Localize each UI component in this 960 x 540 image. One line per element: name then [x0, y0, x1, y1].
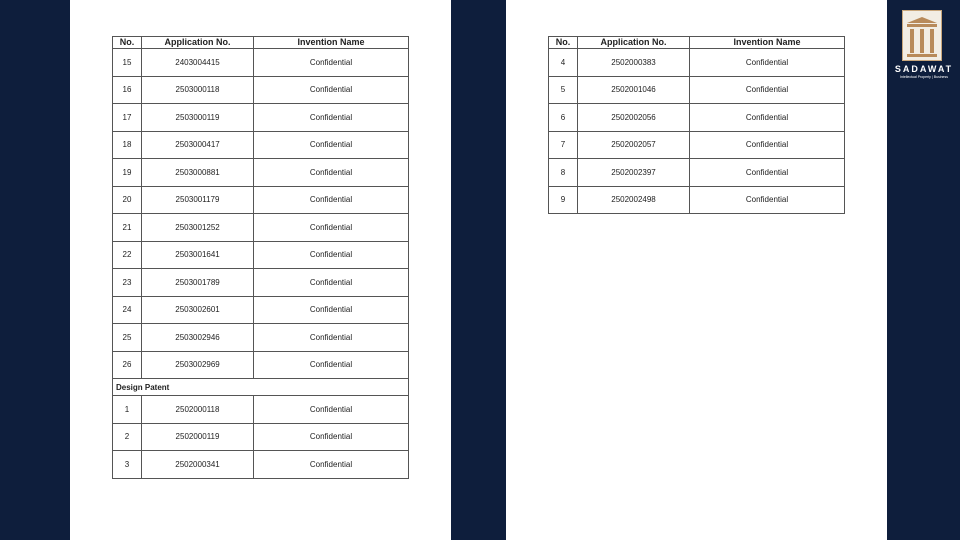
- cell-application-no: 2503001641: [142, 241, 254, 269]
- logo-tagline: Intellectual Property | Business: [900, 75, 948, 79]
- cell-application-no: 2502002057: [578, 131, 690, 159]
- cell-no: 26: [113, 351, 142, 379]
- cell-no: 24: [113, 296, 142, 324]
- table-row: [113, 214, 409, 242]
- table-row: [113, 296, 409, 324]
- table-row: [549, 131, 845, 159]
- cell-invention-name: Confidential: [254, 104, 409, 132]
- cell-invention-name: Confidential: [254, 76, 409, 104]
- cell-no: 19: [113, 159, 142, 187]
- patent-table-left: [112, 36, 409, 479]
- cell-application-no: 2502000119: [142, 423, 254, 451]
- table-row: [113, 396, 409, 424]
- cell-invention-name: Confidential: [690, 131, 845, 159]
- header-invention-name: Invention Name: [254, 37, 409, 49]
- cell-application-no: 2503000118: [142, 76, 254, 104]
- cell-no: 16: [113, 76, 142, 104]
- table-row: [549, 159, 845, 187]
- cell-invention-name: Confidential: [254, 269, 409, 297]
- header-application-no: Application No.: [578, 37, 690, 49]
- cell-no: 2: [113, 423, 142, 451]
- cell-no: 25: [113, 324, 142, 352]
- header-invention-name: Invention Name: [690, 37, 845, 49]
- cell-invention-name: Confidential: [254, 396, 409, 424]
- cell-no: 18: [113, 131, 142, 159]
- cell-application-no: 2503001252: [142, 214, 254, 242]
- header-no: No.: [113, 37, 142, 49]
- cell-no: 1: [113, 396, 142, 424]
- logo-name: SADAWAT: [894, 64, 954, 74]
- table-row: [113, 241, 409, 269]
- table-header-row: [113, 37, 409, 49]
- table-body-left: [113, 49, 409, 479]
- cell-invention-name: Confidential: [690, 76, 845, 104]
- table-header-row: [549, 37, 845, 49]
- section-row: [113, 379, 409, 396]
- table-row: [549, 76, 845, 104]
- cell-invention-name: Confidential: [254, 131, 409, 159]
- cell-invention-name: Confidential: [690, 159, 845, 187]
- table-row: [113, 76, 409, 104]
- document-page-left: [70, 0, 451, 540]
- sadawat-logo: [893, 8, 955, 83]
- cell-no: 22: [113, 241, 142, 269]
- table-row: [113, 324, 409, 352]
- table-row: [113, 186, 409, 214]
- cell-application-no: 2502002498: [578, 186, 690, 214]
- table-row: [113, 159, 409, 187]
- cell-no: 9: [549, 186, 578, 214]
- table-row: [549, 49, 845, 77]
- cell-application-no: 2503000881: [142, 159, 254, 187]
- cell-no: 20: [113, 186, 142, 214]
- cell-no: 17: [113, 104, 142, 132]
- cell-application-no: 2503002601: [142, 296, 254, 324]
- cell-invention-name: Confidential: [254, 351, 409, 379]
- cell-no: 15: [113, 49, 142, 77]
- cell-invention-name: Confidential: [254, 214, 409, 242]
- table-row: [113, 49, 409, 77]
- table-row: [113, 104, 409, 132]
- header-application-no: Application No.: [142, 37, 254, 49]
- table-row: [113, 131, 409, 159]
- table-body-right: [549, 49, 845, 214]
- table-row: [113, 269, 409, 297]
- cell-invention-name: Confidential: [254, 241, 409, 269]
- cell-application-no: 2503000119: [142, 104, 254, 132]
- cell-invention-name: Confidential: [254, 451, 409, 479]
- cell-application-no: 2503002969: [142, 351, 254, 379]
- cell-application-no: 2502000383: [578, 49, 690, 77]
- patent-table-right: [548, 36, 845, 214]
- cell-application-no: 2502002397: [578, 159, 690, 187]
- cell-application-no: 2403004415: [142, 49, 254, 77]
- cell-no: 4: [549, 49, 578, 77]
- pillar-building-icon: [902, 10, 942, 61]
- cell-no: 21: [113, 214, 142, 242]
- cell-invention-name: Confidential: [254, 159, 409, 187]
- cell-application-no: 2502000341: [142, 451, 254, 479]
- cell-invention-name: Confidential: [690, 49, 845, 77]
- cell-invention-name: Confidential: [254, 49, 409, 77]
- cell-invention-name: Confidential: [690, 186, 845, 214]
- cell-no: 8: [549, 159, 578, 187]
- table-row: [113, 351, 409, 379]
- cell-application-no: 2503001789: [142, 269, 254, 297]
- cell-invention-name: Confidential: [254, 186, 409, 214]
- cell-no: 23: [113, 269, 142, 297]
- cell-no: 3: [113, 451, 142, 479]
- cell-invention-name: Confidential: [254, 423, 409, 451]
- table-row: [549, 104, 845, 132]
- cell-no: 5: [549, 76, 578, 104]
- cell-invention-name: Confidential: [690, 104, 845, 132]
- cell-application-no: 2503001179: [142, 186, 254, 214]
- table-row: [113, 423, 409, 451]
- cell-no: 6: [549, 104, 578, 132]
- table-row: [113, 451, 409, 479]
- cell-application-no: 2503000417: [142, 131, 254, 159]
- cell-application-no: 2503002946: [142, 324, 254, 352]
- cell-invention-name: Confidential: [254, 296, 409, 324]
- document-page-right: [506, 0, 887, 540]
- cell-application-no: 2502000118: [142, 396, 254, 424]
- cell-invention-name: Confidential: [254, 324, 409, 352]
- header-no: No.: [549, 37, 578, 49]
- cell-no: 7: [549, 131, 578, 159]
- cell-application-no: 2502001046: [578, 76, 690, 104]
- table-row: [549, 186, 845, 214]
- cell-application-no: 2502002056: [578, 104, 690, 132]
- section-label-design-patent: Design Patent: [113, 379, 409, 396]
